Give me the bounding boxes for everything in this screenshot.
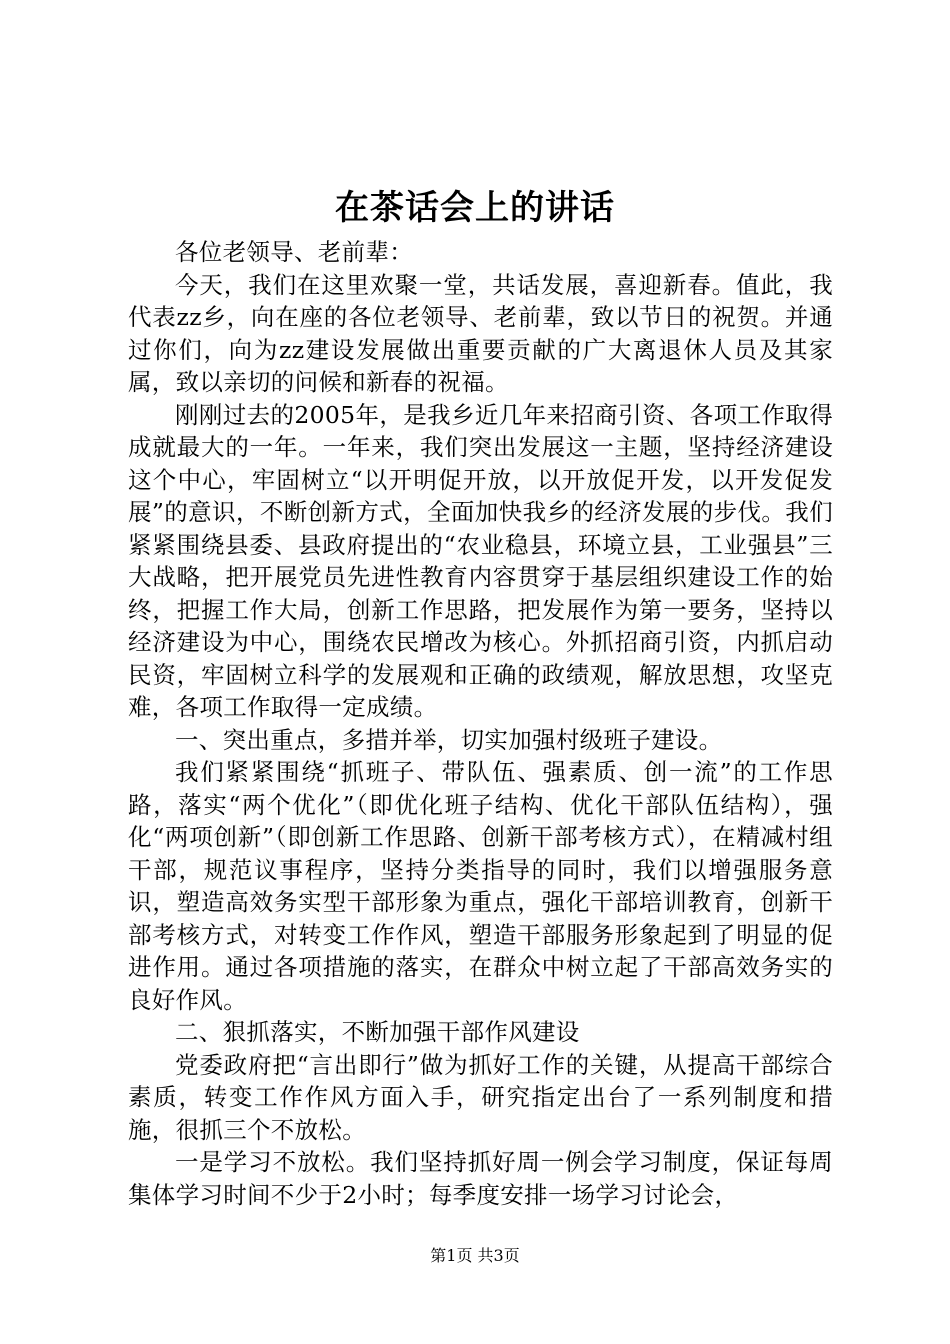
section-heading-two: 二、狠抓落实，不断加强干部作风建设 bbox=[175, 1018, 580, 1046]
paragraph-work-style: 党委政府把“言出即行”做为抓好工作的关键，从提高干部综合素质，转变工作作风方面入手，研究指定出台了一系列制度和措施，很抓三个不放松。 bbox=[128, 1050, 833, 1144]
paragraph-achievements: 刚刚过去的2005年，是我乡近几年来招商引资、各项工作取得成就最大的一年。一年来，我们突出发展这一主题，坚持经济建设这个中心，牢固树立“以开明促开放，以开放促开发，以开发促发展”的意识，不断创新方式，全面加快我乡的经济发展的步伐。我们紧紧围绕县委、县政府提出的“农业稳县，环境立县，工业强县”三大战略，把开展党员先进性教育内容贯穿于基层组织建设工作的始终，把握工作大局，创新工作思路，把发展作为第一要务，坚持以经济建设为中心，围绕农民增改为核心。外抓招商引资，内抓启动民资，牢固树立科学的发展观和正确的政绩观，解放思想，攻坚克难，各项工作取得一定成绩。 bbox=[128, 400, 833, 721]
section-heading-one: 一、突出重点，多措并举，切实加强村级班子建设。 bbox=[175, 725, 723, 754]
document-title: 在茶话会上的讲话 bbox=[335, 188, 615, 228]
paragraph-greeting: 今天，我们在这里欢聚一堂，共话发展，喜迎新春。值此，我代表zz乡，向在座的各位老领导、老前辈，致以节日的祝贺。并通过你们，向为zz建设发展做出重要贡献的广大离退休人员及其家属，致以亲切的问候和新春的祝福。 bbox=[128, 270, 833, 396]
paragraph-study: 一是学习不放松。我们坚持抓好周一例会学习制度，保证每周集体学习时间不少于2小时；每季度安排一场学习讨论会， bbox=[128, 1148, 833, 1209]
salutation: 各位老领导、老前辈： bbox=[175, 238, 413, 266]
page-footer: 第1页 共3页 bbox=[430, 1246, 520, 1265]
document-body bbox=[128, 236, 833, 1211]
paragraph-team-building: 我们紧紧围绕“抓班子、带队伍、强素质、创一流”的工作思路，落实“两个优化”（即优化班子结构、优化干部队伍结构），强化“两项创新”（即创新工作思路、创新干部考核方式），在精减村组干部，规范议事程序，坚持分类指导的同时，我们以增强服务意识，塑造高效务实型干部形象为重点，强化干部培训教育，创新干部考核方式，对转变工作作风，塑造干部服务形象起到了明显的促进作用。通过各项措施的落实，在群众中树立起了干部高效务实的良好作风。 bbox=[128, 758, 833, 1014]
